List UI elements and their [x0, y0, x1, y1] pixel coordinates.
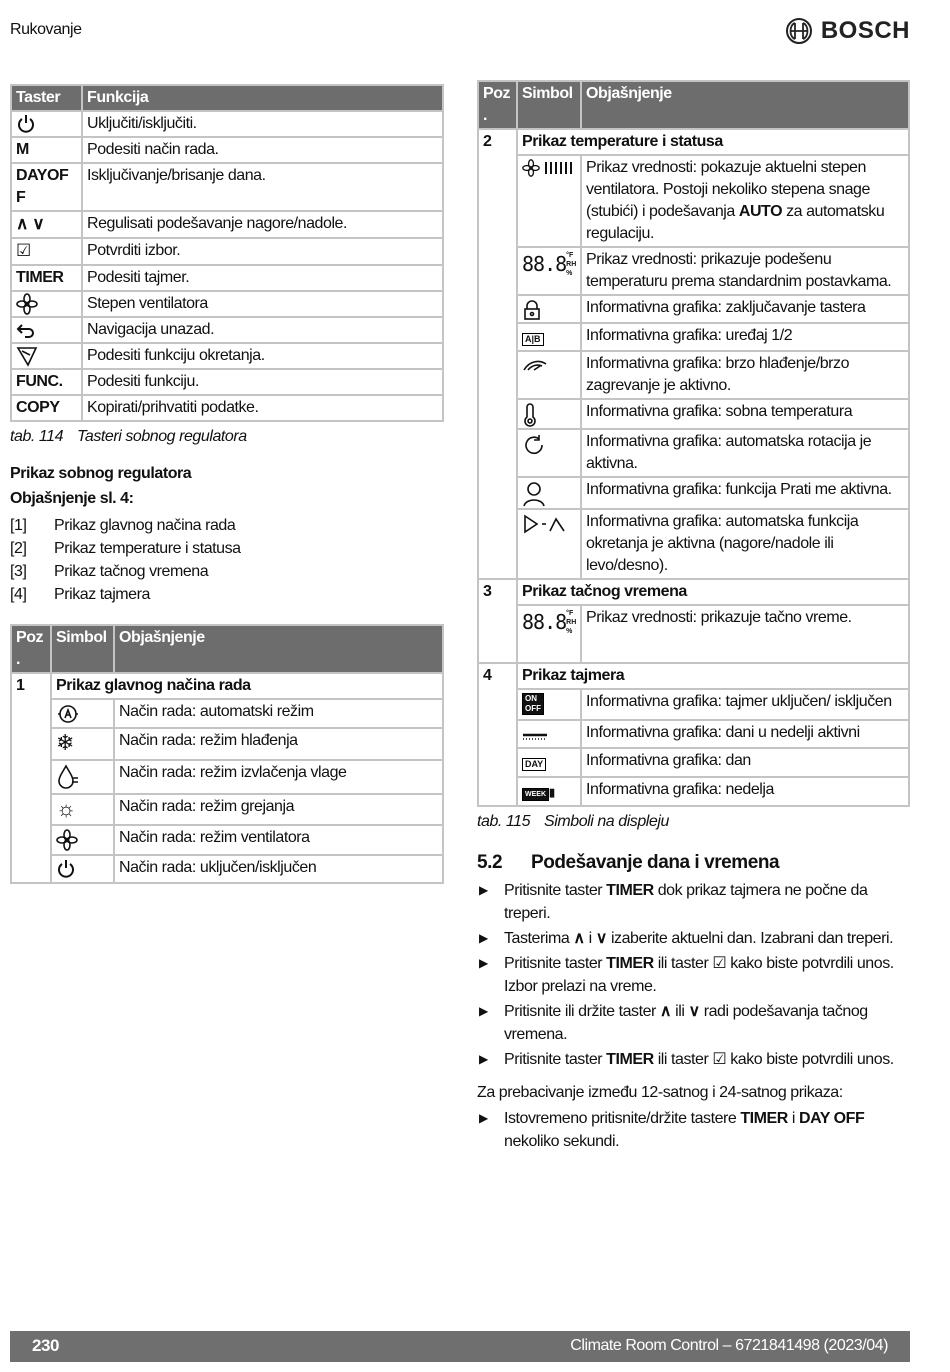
symbol-cell: [51, 728, 114, 760]
group-row: [478, 579, 909, 605]
section-5-2: [477, 851, 907, 1153]
main-mode-table: [10, 624, 444, 883]
bullet-triangle-icon: ▶: [479, 1110, 488, 1125]
symbol-cell: [517, 323, 581, 351]
instruction-step: ▶ Pritisnite taster TIMER dok prikaz tajmera ne počne da treperi.: [477, 879, 907, 925]
swing-icon: [16, 345, 38, 367]
table-caption: tab. 115 Simboli na displeju: [477, 812, 669, 830]
document-reference: Climate Room Control – 6721841498 (2023/04): [570, 1337, 888, 1354]
column-header: Objašnjenje: [581, 81, 909, 129]
up-icon: ∧: [659, 1002, 672, 1020]
key-cell: [11, 343, 82, 369]
fan-icon: [16, 293, 38, 315]
key-cell: [11, 111, 82, 137]
description-cell: Informativna grafika: sobna temperatura: [581, 399, 909, 429]
position-cell: 3: [478, 579, 517, 663]
symbol-cell: [517, 777, 581, 806]
instruction-step: ▶ Tasterima ∧ i ∨ izaberite aktuelni dan. Izabrani dan treperi.: [477, 927, 907, 950]
table-row: [478, 509, 909, 579]
symbol-cell: [51, 825, 114, 855]
description-cell: Informativna grafika: tajmer uključen/ isključen: [581, 689, 909, 720]
description-cell: Prikaz vrednosti: pokazuje aktuelni stepen ventilatora. Postoji nekoliko stepena snage (stubići) i podešavanja AUTO za automatsku regulaciju.: [581, 155, 909, 247]
drop-icon: [56, 764, 80, 790]
segment-display-icon: 88.8°F RH %: [522, 252, 577, 277]
table-row: [11, 699, 443, 727]
rotation-icon: [522, 433, 546, 457]
key-label: COPY: [16, 399, 60, 417]
fan-level-icon: [522, 159, 573, 184]
table-row: [478, 605, 909, 663]
key-cell: [11, 211, 82, 238]
symbol-cell: [517, 351, 581, 399]
function-cell: Uključiti/isključiti.: [82, 111, 443, 137]
power-icon: [16, 114, 36, 134]
table-row: [11, 265, 443, 291]
page-number: 230: [32, 1336, 60, 1355]
column-header: Poz .: [478, 81, 517, 129]
description-cell: Informativna grafika: brzo hlađenje/brzo zagrevanje je aktivno.: [581, 351, 909, 399]
symbol-cell: [517, 155, 581, 247]
key-label: M: [16, 141, 29, 158]
column-header: Simbol: [517, 81, 581, 129]
week-icon: WEEK ▮: [522, 781, 555, 804]
table-row: [11, 728, 443, 760]
table-row: [11, 291, 443, 317]
instruction-step: ▶ Pritisnite taster TIMER ili taster ☑ kako biste potvrdili unos.: [477, 1048, 907, 1071]
section-subtitle: Objašnjenje sl. 4:: [10, 490, 134, 508]
bullet-triangle-icon: ▶: [479, 882, 488, 897]
table-row: [11, 369, 443, 395]
symbol-cell: [517, 295, 581, 323]
symbol-cell: [517, 429, 581, 477]
auto-swing-icon: [522, 513, 566, 535]
table-row: [478, 399, 909, 429]
key-cell: [11, 395, 82, 421]
description-cell: Prikaz vrednosti: prikazuje podešenu temperaturu prema standardnim postavkama.: [581, 247, 909, 295]
table-row: [478, 323, 909, 351]
description-cell: Informativna grafika: uređaj 1/2: [581, 323, 909, 351]
table-row: [11, 211, 443, 238]
description-cell: Način rada: režim izvlačenja vlage: [114, 760, 443, 794]
group-title: Prikaz temperature i statusa: [517, 129, 909, 155]
page-footer: [10, 1331, 910, 1362]
on-off-icon: ON OFF: [522, 693, 544, 718]
bosch-logo: BOSCH: [785, 17, 910, 45]
group-title: Prikaz glavnog načina rada: [51, 673, 443, 699]
symbol-cell: [51, 855, 114, 883]
description-cell: Način rada: režim ventilatora: [114, 825, 443, 855]
table-row: [11, 855, 443, 883]
display-legend: [10, 462, 444, 606]
column-header: Poz .: [11, 625, 51, 673]
description-cell: Informativna grafika: nedelja: [581, 777, 909, 806]
day-icon: DAY: [522, 752, 546, 774]
description-cell: Informativna grafika: automatska funkcija okretanja je aktivna (nagore/nadole ili levo/desno).: [581, 509, 909, 579]
symbol-cell: [517, 247, 581, 295]
function-cell: Podesiti funkciju okretanja.: [82, 343, 443, 369]
sun-icon: ☼: [56, 795, 76, 821]
description-cell: Prikaz vrednosti: prikazuje tačno vreme.: [581, 605, 909, 663]
description-cell: Način rada: režim grejanja: [114, 794, 443, 825]
back-arrow-icon: [16, 321, 36, 339]
checkbox-icon: ☑: [16, 241, 31, 260]
table-row: [478, 295, 909, 323]
symbol-cell: [517, 477, 581, 509]
function-cell: Podesiti tajmer.: [82, 265, 443, 291]
function-cell: Potvrditi izbor.: [82, 238, 443, 265]
table-row: [11, 794, 443, 825]
legend-item: [3] Prikaz tačnog vremena: [10, 563, 209, 581]
position-cell: 1: [11, 673, 51, 882]
symbol-cell: [517, 720, 581, 748]
group-row: [478, 663, 909, 689]
table-row: [11, 825, 443, 855]
snowflake-icon: ❄: [56, 729, 74, 755]
description-cell: Način rada: režim hlađenja: [114, 728, 443, 760]
description-cell: Način rada: automatski režim: [114, 699, 443, 727]
legend-item: [2] Prikaz temperature i statusa: [10, 540, 241, 558]
description-cell: Informativna grafika: zaključavanje tastera: [581, 295, 909, 323]
key-cell: [11, 317, 82, 343]
table-row: [11, 111, 443, 137]
section-title: Prikaz sobnog regulatora: [10, 465, 192, 483]
left-column: [10, 84, 444, 884]
table-row: [11, 760, 443, 794]
function-cell: Navigacija unazad.: [82, 317, 443, 343]
position-cell: 4: [478, 663, 517, 805]
group-title: Prikaz tajmera: [517, 663, 909, 689]
table-row: [11, 163, 443, 211]
section-name: Rukovanje: [10, 21, 82, 38]
section-heading: 5.2 Podešavanje dana i vremena: [477, 851, 780, 873]
table-row: [478, 477, 909, 509]
right-column: [477, 80, 910, 1155]
person-icon: [522, 481, 546, 507]
lock-icon: [522, 299, 542, 321]
table-row: [478, 155, 909, 247]
symbol-cell: [51, 699, 114, 727]
key-cell: [11, 163, 82, 211]
instruction-step: ▶ Istovremeno pritisnite/držite tastere TIMER i DAY OFF nekoliko sekundi.: [477, 1107, 907, 1153]
checkbox-icon: ☑: [712, 1050, 727, 1068]
symbol-cell: [517, 748, 581, 776]
group-row: [478, 129, 909, 155]
table-caption: tab. 114 Tasteri sobnog regulatora: [10, 428, 247, 446]
table-row: [11, 395, 443, 421]
paragraph: Za prebacivanje između 12-satnog i 24-satnog prikaza:: [477, 1083, 843, 1101]
bosch-armature-icon: [785, 17, 813, 45]
key-cell: [11, 137, 82, 163]
auto-mode-icon: [56, 703, 80, 725]
symbol-cell: [517, 509, 581, 579]
up-icon: ∧: [573, 929, 585, 947]
page-header: [10, 17, 910, 50]
weekdays-icon: [522, 730, 548, 740]
table-row: [478, 777, 909, 806]
function-cell: Stepen ventilatora: [82, 291, 443, 317]
description-cell: Informativna grafika: dan: [581, 748, 909, 776]
legend-item: [1] Prikaz glavnog načina rada: [10, 517, 236, 535]
symbol-cell: [51, 760, 114, 794]
bullet-triangle-icon: ▶: [479, 930, 488, 945]
symbol-cell: [517, 605, 581, 663]
column-header: Taster: [11, 85, 82, 111]
thermometer-icon: [522, 403, 538, 427]
checkbox-icon: ☑: [712, 954, 727, 972]
group-row: [11, 673, 443, 699]
down-icon: ∨: [688, 1002, 700, 1020]
table-row: [11, 137, 443, 163]
description-cell: Informativna grafika: automatska rotacija je aktivna.: [581, 429, 909, 477]
table-row: [478, 748, 909, 776]
key-cell: [11, 265, 82, 291]
symbol-cell: [517, 399, 581, 429]
column-header: Objašnjenje: [114, 625, 443, 673]
bullet-triangle-icon: ▶: [479, 1003, 488, 1018]
group-title: Prikaz tačnog vremena: [517, 579, 909, 605]
symbol-cell: [51, 794, 114, 825]
bullet-triangle-icon: ▶: [479, 1051, 488, 1066]
function-cell: Regulisati podešavanje nagore/nadole.: [82, 211, 443, 238]
description-cell: Informativna grafika: funkcija Prati me aktivna.: [581, 477, 909, 509]
key-cell: [11, 291, 82, 317]
table-row: [478, 689, 909, 720]
key-label: DAYOF F: [16, 167, 69, 206]
bullet-triangle-icon: ▶: [479, 955, 488, 970]
column-header: Simbol: [51, 625, 114, 673]
table-row: [478, 247, 909, 295]
turbo-icon: [522, 358, 548, 374]
up-down-icon: ∧ ∨: [16, 214, 45, 233]
down-icon: ∨: [595, 929, 607, 947]
function-cell: Podesiti način rada.: [82, 137, 443, 163]
legend-item: [4] Prikaz tajmera: [10, 586, 150, 604]
key-cell: [11, 369, 82, 395]
power-icon: [56, 859, 76, 879]
function-cell: Kopirati/prihvatiti podatke.: [82, 395, 443, 421]
table-row: [478, 720, 909, 748]
table-row: [11, 343, 443, 369]
symbol-cell: [517, 689, 581, 720]
function-cell: Isključivanje/brisanje dana.: [82, 163, 443, 211]
instruction-step: ▶ Pritisnite taster TIMER ili taster ☑ kako biste potvrdili unos. Izbor prelazi na vreme.: [477, 952, 907, 998]
description-cell: Način rada: uključen/isključen: [114, 855, 443, 883]
fan-icon: [56, 829, 78, 851]
table-row: [478, 351, 909, 399]
instruction-step: ▶ Pritisnite ili držite taster ∧ ili ∨ radi podešavanja tačnog vremena.: [477, 1000, 907, 1046]
segment-display-icon: 88.8°F RH %: [522, 610, 577, 636]
display-symbols-table: [477, 80, 910, 807]
description-cell: Informativna grafika: dani u nedelji aktivni: [581, 720, 909, 748]
position-cell: 2: [478, 129, 517, 579]
key-cell: [11, 238, 82, 265]
key-label: TIMER: [16, 269, 64, 286]
function-cell: Podesiti funkciju.: [82, 369, 443, 395]
ab-icon: A|B: [522, 327, 544, 349]
table-row: [478, 429, 909, 477]
table-row: [11, 238, 443, 265]
key-label: FUNC.: [16, 373, 63, 391]
table-row: [11, 317, 443, 343]
column-header: Funkcija: [82, 85, 443, 111]
keys-table: [10, 84, 444, 422]
